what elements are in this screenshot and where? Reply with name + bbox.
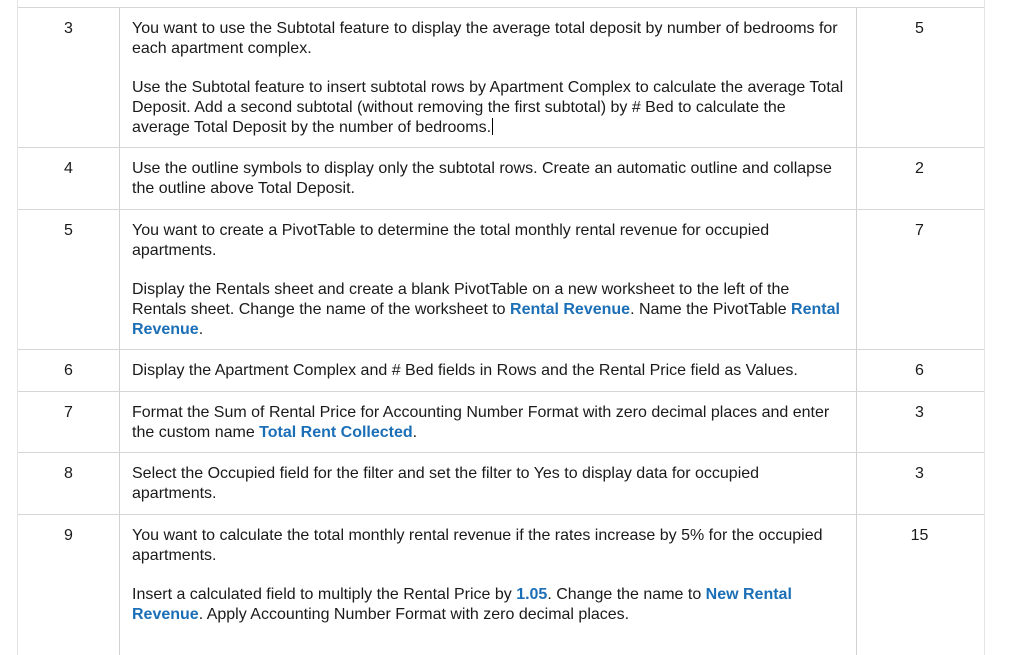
step-description[interactable] [120,350,857,391]
step-detail: Use the Subtotal feature to insert subtotal rows by Apartment Complex to calculate the average Total Deposit. Add a second subtotal (without removing the first subtotal) by # Bed to calculate the average Total Deposit by the number of bedrooms. [132,79,844,136]
step-description[interactable] [120,210,857,349]
step-points: 15 [910,527,929,544]
step-detail: Insert a calculated field to multiply the Rental Price by 1.05. Change the name to New Rental Revenue. Apply Accounting Number Format with zero decimal places. [132,586,792,623]
step-description[interactable] [120,453,857,514]
step-number: 9 [18,515,120,655]
step-points: 3 [915,465,924,482]
step-number: 7 [18,392,120,452]
step-description[interactable] [120,8,857,147]
step-points: 3 [915,404,924,421]
highlight-text: Rental Revenue [510,301,631,318]
step-intro: You want to calculate the total monthly rental revenue if the rates increase by 5% for the occupied apartments. [132,527,823,564]
step-intro: Select the Occupied field for the filter and set the filter to Yes to display data for occupied apartments. [132,465,760,502]
instructions-table [17,0,985,655]
text-cursor [492,118,493,135]
step-number: 6 [18,350,120,391]
highlight-text: 1.05 [516,586,548,603]
table-row [18,7,984,148]
step-number: 3 [18,8,120,147]
highlight-text: Rental Revenue [132,301,840,338]
step-description[interactable] [120,148,857,209]
step-intro: You want to create a PivotTable to determine the total monthly rental revenue for occupied apartments. [132,222,770,259]
highlight-text: New Rental Revenue [132,586,792,623]
step-number: 4 [18,148,120,209]
table-row [18,148,984,210]
table-row [18,453,984,515]
step-description[interactable] [120,392,857,452]
step-detail: Display the Rentals sheet and create a blank PivotTable on a new worksheet to the left of the Rentals sheet. Change the name of the worksheet to Rental Revenue. Name the PivotTable Rental Revenue. [132,281,840,338]
step-points: 2 [915,160,924,177]
table-row [18,210,984,350]
step-intro: Use the outline symbols to display only the subtotal rows. Create an automatic outline and collapse the outline above Total Deposit. [132,160,832,197]
table-row [18,350,984,392]
step-points: 6 [915,362,924,379]
table-row [18,392,984,453]
step-number: 5 [18,210,120,349]
step-intro: Format the Sum of Rental Price for Accounting Number Format with zero decimal places and enter the custom name Total Rent Collected. [132,404,830,441]
step-number: 8 [18,453,120,514]
highlight-text: Total Rent Collected [259,424,413,441]
step-points: 7 [915,222,924,239]
step-intro: You want to use the Subtotal feature to display the average total deposit by number of bedrooms for each apartment complex. [132,20,838,57]
step-points: 5 [915,20,924,37]
step-intro: Display the Apartment Complex and # Bed fields in Rows and the Rental Price field as Values. [132,362,798,379]
step-description[interactable] [120,515,857,655]
table-row [18,515,984,655]
